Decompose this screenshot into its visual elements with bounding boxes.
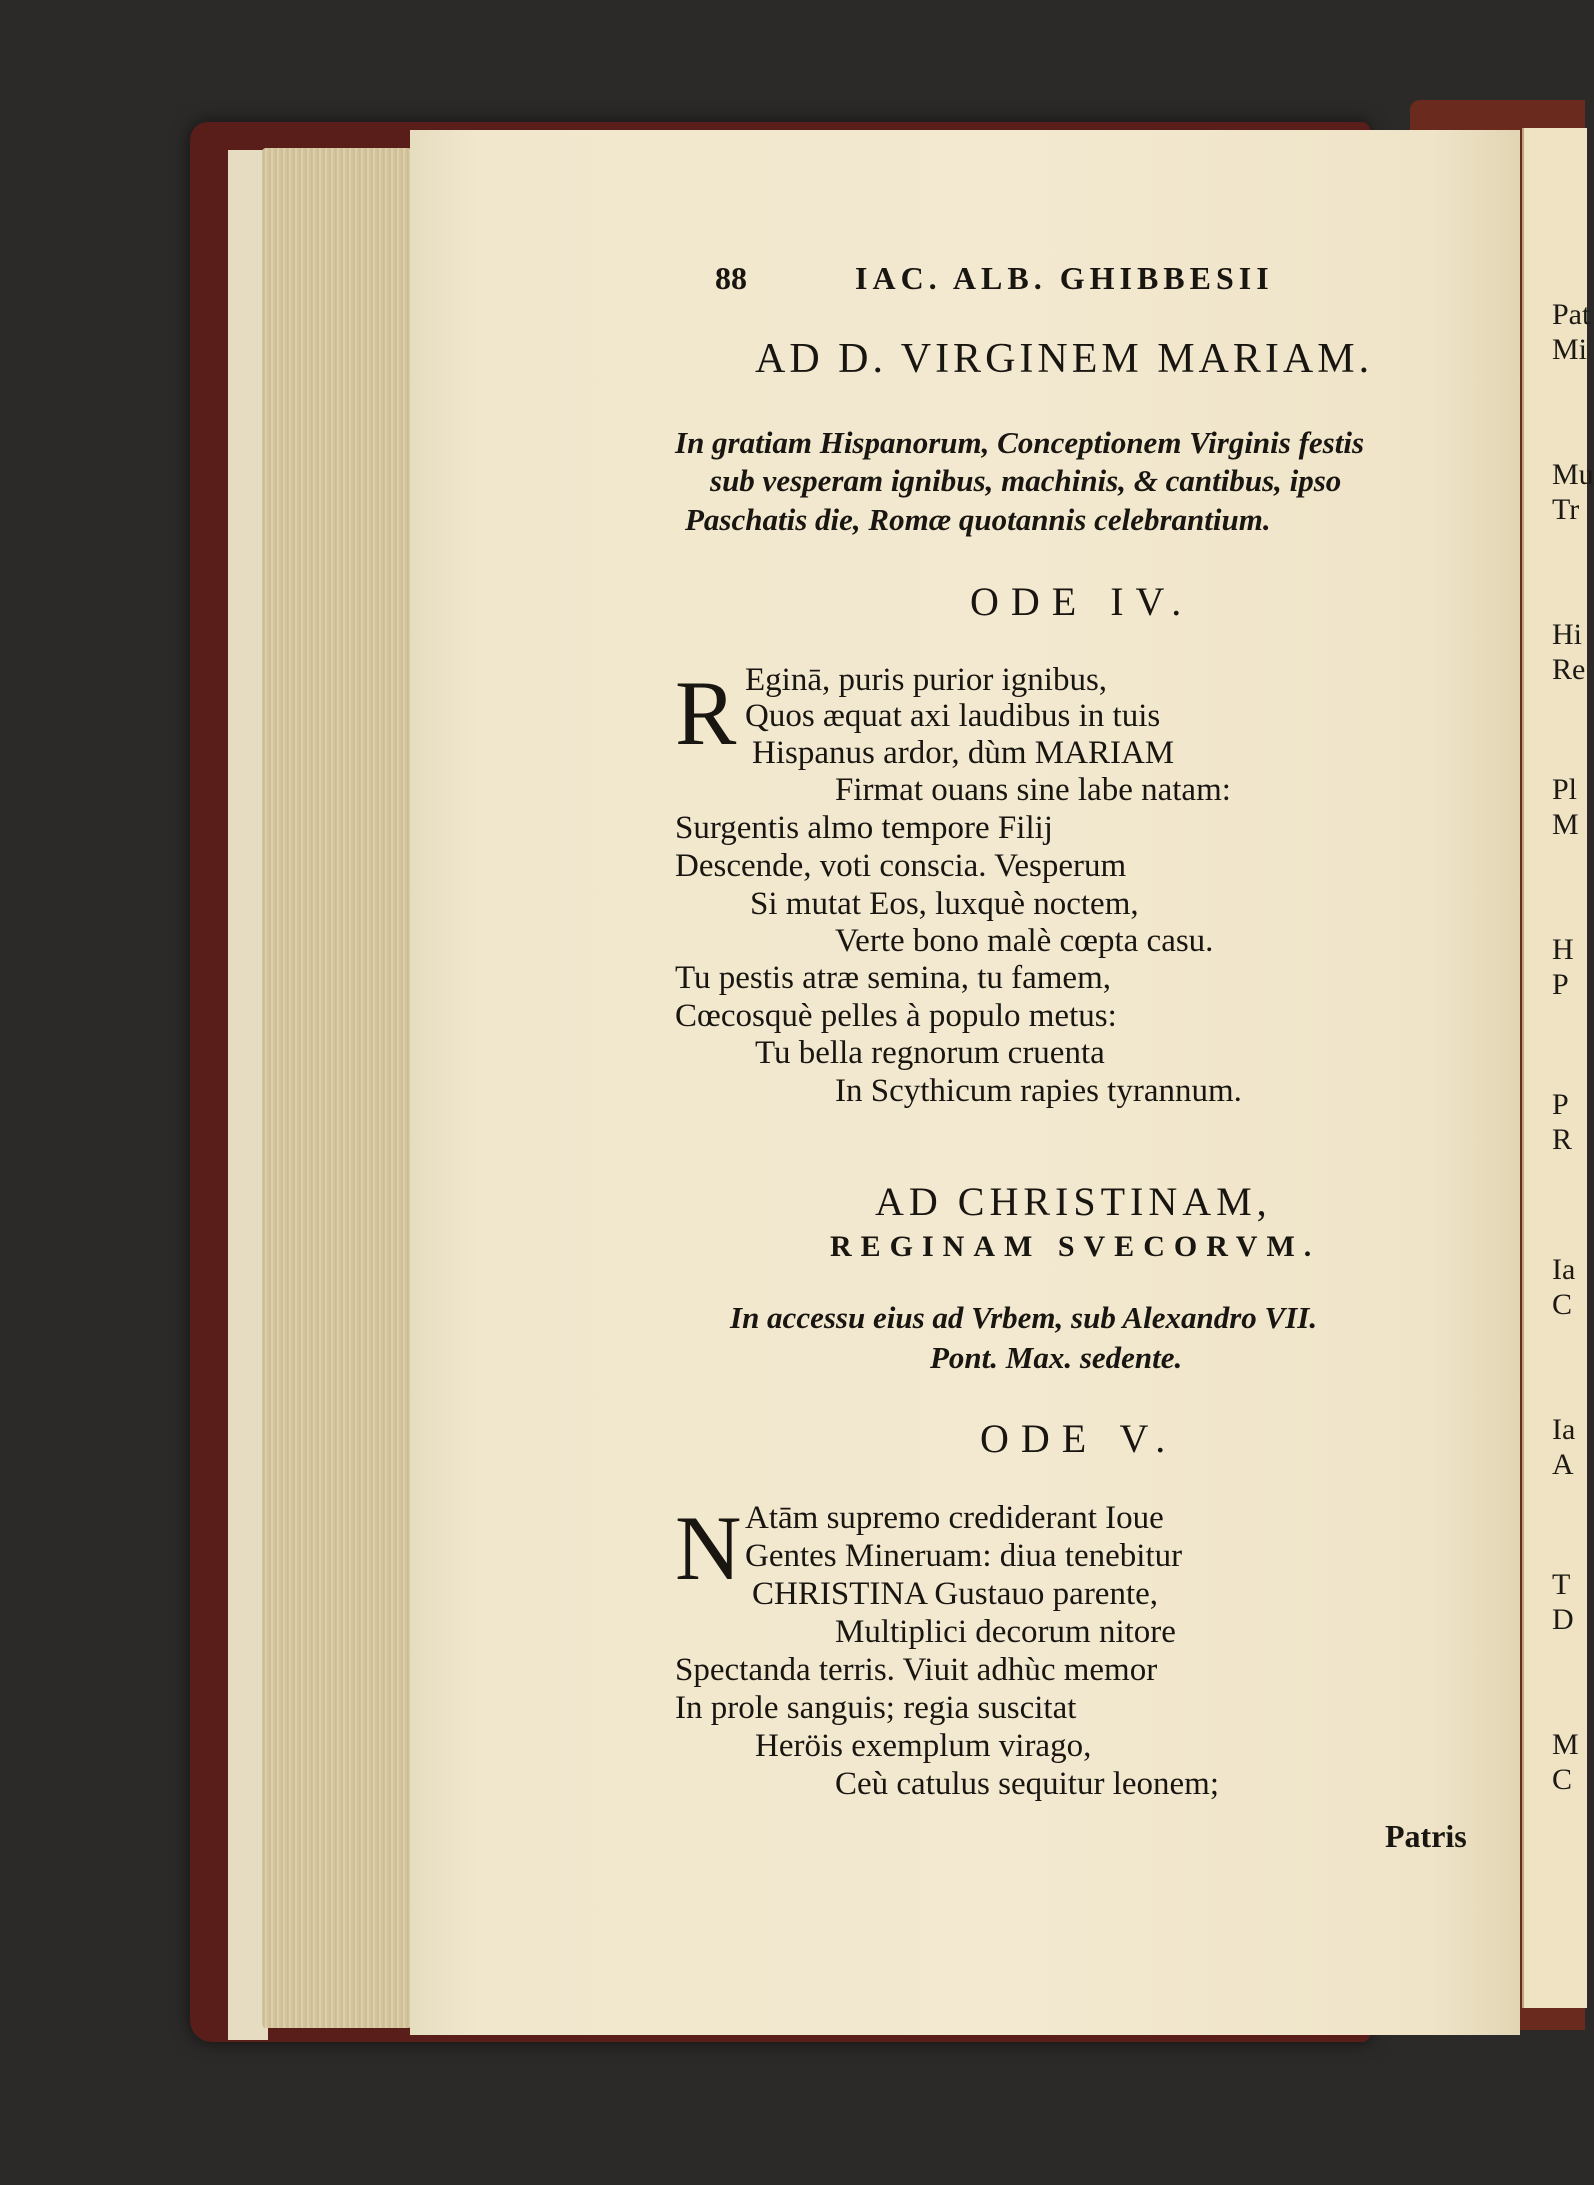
verse-line: Quos æquat axi laudibus in tuis <box>745 698 1161 734</box>
poem1-title: AD D. VIRGINEM MARIAM. <box>755 336 1374 382</box>
facing-page-fragment: Mu <box>1552 458 1594 491</box>
facing-page-fragment: C <box>1552 1288 1573 1321</box>
page-edges <box>262 148 412 2028</box>
poem1-drop-cap: R <box>675 662 737 764</box>
verse-line: Atām supremo crediderant Ioue <box>745 1500 1164 1536</box>
running-title: IAC. ALB. GHIBBESII <box>855 260 1274 296</box>
facing-page-fragment: C <box>1552 1763 1573 1796</box>
poem1-subtitle-line: Paschatis die, Romæ quotannis celebrantium. <box>685 502 1271 537</box>
verse-line: In prole sanguis; regia suscitat <box>675 1690 1077 1726</box>
facing-page-fragment: A <box>1552 1448 1574 1481</box>
poem1-subtitle-line: sub vesperam ignibus, machinis, & cantibus, ipso <box>710 463 1342 498</box>
facing-page-fragment: H <box>1552 933 1574 966</box>
facing-page-fragment: M <box>1552 1728 1579 1761</box>
poem2-title: AD CHRISTINAM, <box>875 1179 1272 1224</box>
catchword: Patris <box>1385 1818 1467 1854</box>
poem2-ode-number: ODE V. <box>980 1416 1178 1461</box>
verse-line: Cœcosquè pelles à populo metus: <box>675 998 1117 1034</box>
facing-page-fragment: Ia <box>1552 1253 1576 1286</box>
verse-line: Multiplici decorum nitore <box>835 1614 1176 1650</box>
facing-page-fragment: P <box>1552 968 1569 1001</box>
verse-line: In Scythicum rapies tyrannum. <box>835 1073 1242 1109</box>
poem1-ode-number: ODE IV. <box>970 579 1194 624</box>
verse-line: Firmat ouans sine labe natam: <box>835 772 1231 808</box>
poem2-title-line2: REGINAM SVECORVM. <box>830 1230 1321 1263</box>
verse-line: CHRISTINA Gustauo parente, <box>752 1576 1159 1612</box>
verse-line: Tu bella regnorum cruenta <box>755 1035 1105 1071</box>
facing-page-fragment: M <box>1552 808 1579 841</box>
facing-page-fragment: R <box>1552 1123 1573 1156</box>
facing-page-fragment: Mi <box>1552 333 1588 366</box>
poem2-drop-cap: N <box>675 1497 742 1599</box>
verse-line: Ceù catulus sequitur leonem; <box>835 1766 1219 1802</box>
facing-page-fragment: Hi <box>1552 618 1582 651</box>
verse-line: Gentes Mineruam: diua tenebitur <box>745 1538 1183 1574</box>
verse-line: Si mutat Eos, luxquè noctem, <box>750 886 1139 922</box>
facing-page-fragment: D <box>1552 1603 1574 1636</box>
facing-page-fragment: Pl <box>1552 773 1578 806</box>
facing-page-fragment: Re <box>1552 653 1586 686</box>
poem2-subtitle-line: Pont. Max. sedente. <box>930 1340 1183 1375</box>
verse-line: Verte bono malè cœpta casu. <box>835 923 1214 959</box>
verse-line: Surgentis almo tempore Filij <box>675 810 1053 846</box>
poem1-subtitle-line: In gratiam Hispanorum, Conceptionem Virginis festis <box>675 425 1365 460</box>
facing-page-fragment: T <box>1552 1568 1571 1601</box>
poem2-subtitle-line: In accessu eius ad Vrbem, sub Alexandro VII. <box>730 1300 1318 1335</box>
verse-line: Tu pestis atræ semina, tu famem, <box>675 960 1111 996</box>
verse-line: Spectanda terris. Viuit adhùc memor <box>675 1652 1158 1688</box>
verse-line: Hispanus ardor, dùm MARIAM <box>752 735 1175 771</box>
facing-page-fragment: Ia <box>1552 1413 1576 1446</box>
facing-page-fragment: P <box>1552 1088 1569 1121</box>
verse-line: Eginā, puris purior ignibus, <box>745 662 1108 698</box>
verse-line: Heröis exemplum virago, <box>755 1728 1092 1764</box>
facing-page-edge <box>1522 128 1594 2008</box>
book-page <box>410 130 1520 2035</box>
facing-page-fragment: Tr <box>1552 493 1580 526</box>
page-number: 88 <box>715 260 747 296</box>
verse-line: Descende, voti conscia. Vesperum <box>675 848 1127 884</box>
facing-page-fragment: Pat <box>1552 298 1591 331</box>
